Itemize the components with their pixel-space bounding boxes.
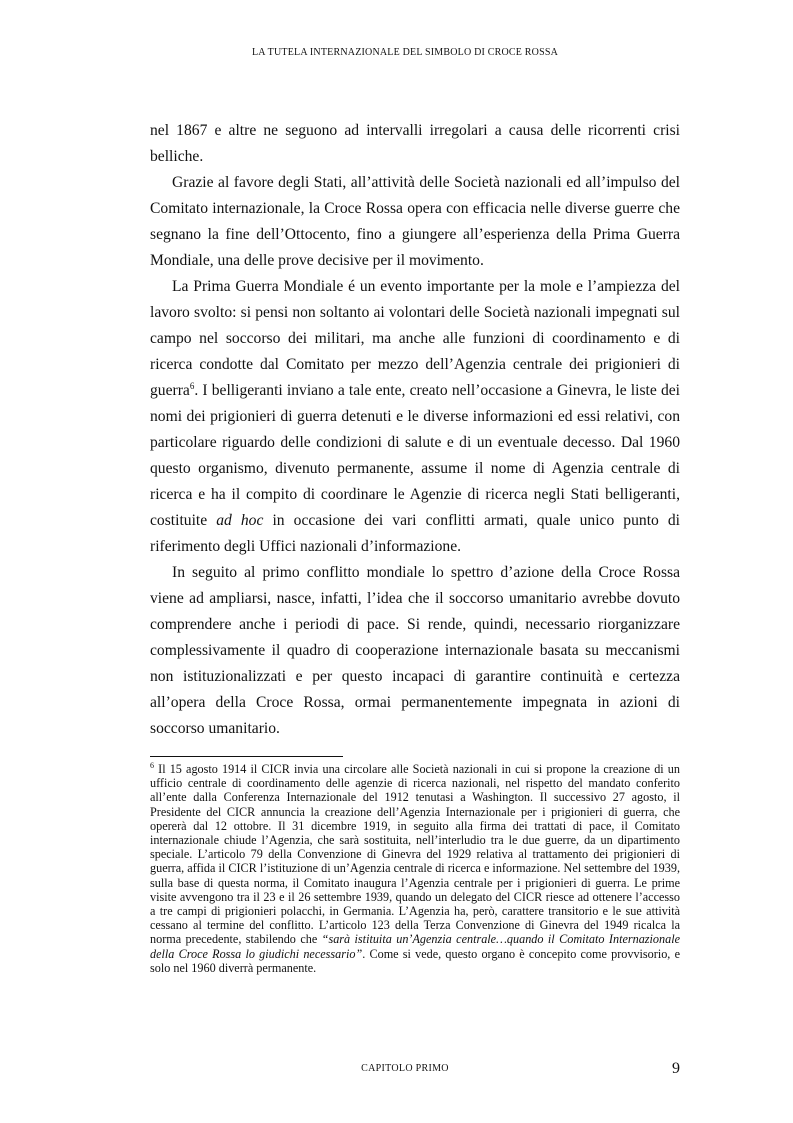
footnote-quote: “sarà istituita un’Agenzia centrale…quando il Comitato Internazionale della Croce Rossa lo giudichi necessario” bbox=[150, 932, 680, 961]
italic-phrase: ad hoc bbox=[216, 512, 264, 529]
footnote-6 bbox=[150, 762, 680, 975]
paragraph-3-text-c: in occasione dei vari conflitti armati, quale unico punto di riferimento degli Uffici nazionali d’informazione. bbox=[150, 512, 681, 555]
paragraph-3-text-b: . I belligeranti inviano a tale ente, creato nell’occasione a Ginevra, le liste dei nomi dei prigionieri di guerra detenuti e le diverse informazioni ed essi relativi, con particolare riguardo delle condizioni di salute e di un eventuale decesso. Dal 1960 questo organismo, divenuto permanente, assume il nome di Agenzia centrale di ricerca e ha il compito di coordinare le Agenzie di ricerca negli Stati belligeranti, costituite bbox=[150, 382, 680, 529]
paragraph-4: In seguito al primo conflitto mondiale lo spettro d’azione della Croce Rossa viene ad ampliarsi, nasce, infatti, l’idea che il soccorso umanitario avrebbe dovuto comprendere anche i periodi di pace. Si rende, quindi, necessario riorganizzare complessivamente il quadro di cooperazione internazionale basata su meccanismi non istituzionalizzati e per questo incapaci di garantire continuità e certezza all’opera della Croce Rossa, ormai permanentemente impegnata in azioni di soccorso umanitario. bbox=[150, 564, 680, 737]
main-text bbox=[150, 118, 680, 742]
footnote-text-end: . Come si vede, questo organo è concepito come provvisorio, e solo nel 1960 diverrà permanente. bbox=[150, 946, 680, 975]
page-number: 9 bbox=[672, 1060, 680, 1077]
footnote-separator bbox=[150, 756, 343, 757]
footnote-number: 6 bbox=[150, 760, 154, 770]
chapter-label: CAPITOLO PRIMO bbox=[361, 1063, 449, 1074]
paragraph-2: Grazie al favore degli Stati, all’attività delle Società nazionali ed all’impulso del Comitato internazionale, la Croce Rossa opera con efficacia nelle diverse guerre che segnano la fine dell’Ottocento, fino a giungere all’esperienza della Prima Guerra Mondiale, una delle prove decisive per il movimento. bbox=[150, 174, 680, 269]
running-header: LA TUTELA INTERNAZIONALE DEL SIMBOLO DI CROCE ROSSA bbox=[251, 47, 559, 58]
footnote-reference[interactable]: 6 bbox=[189, 380, 195, 391]
paragraph-3-text-a: La Prima Guerra Mondiale é un evento importante per la mole e l’ampiezza del lavoro svolto: si pensi non soltanto ai volontari delle Società nazionali impegnati sul campo nel soccorso dei militari, ma anche alle funzioni di coordinamento e di ricerca condotte dal Comitato per mezzo dell’Agenzia centrale dei prigionieri di guerra bbox=[150, 278, 680, 399]
paragraph-1: nel 1867 e altre ne seguono ad intervalli irregolari a causa delle ricorrenti crisi belliche. bbox=[150, 122, 680, 165]
footnote-text: Il 15 agosto 1914 il CICR invia una circolare alle Società nazionali in cui si propone la creazione di un ufficio centrale di coordinamento delle agenzie di ricerca nazionali, nel rispetto del mandato conferito all’ente dalla Conferenza Internazionale del 1912 tenutasi a Washington. Il successivo 27 agosto, il Presidente del CICR annuncia la creazione dell’Agenzia Internazionale per i prigionieri di guerra, che opererà dal 12 ottobre. Il 31 dicembre 1919, in seguito alla firma dei trattati di pace, il Comitato internazionale chiude l’Agenzia, che sarà sostituita, nell’interludio tra le due guerre, da un dipartimento speciale. L’articolo 79 della Convenzione di Ginevra del 1929 relativa al trattamento dei prigionieri di guerra, affida il CICR l’istituzione di un’Agenzia centrale di ricerca e informazione. Nel settembre del 1939, sulla base di questa norma, il Comitato inaugura l’Agenzia centrale per i prigionieri di guerra. Le prime visite avvengono tra il 23 e il 26 settembre 1939, quando un delegato del CICR riesce ad ottenere l’accesso a tre campi di prigionieri polacchi, in Germania. L’Agenzia ha, però, carattere transitorio e le sue attività cessano al termine del conflitto. L’articolo 123 della Terza Convenzione di Ginevra del 1949 ricalca la norma precedente, stabilendo che bbox=[150, 762, 680, 947]
paragraph-3 bbox=[150, 274, 680, 560]
